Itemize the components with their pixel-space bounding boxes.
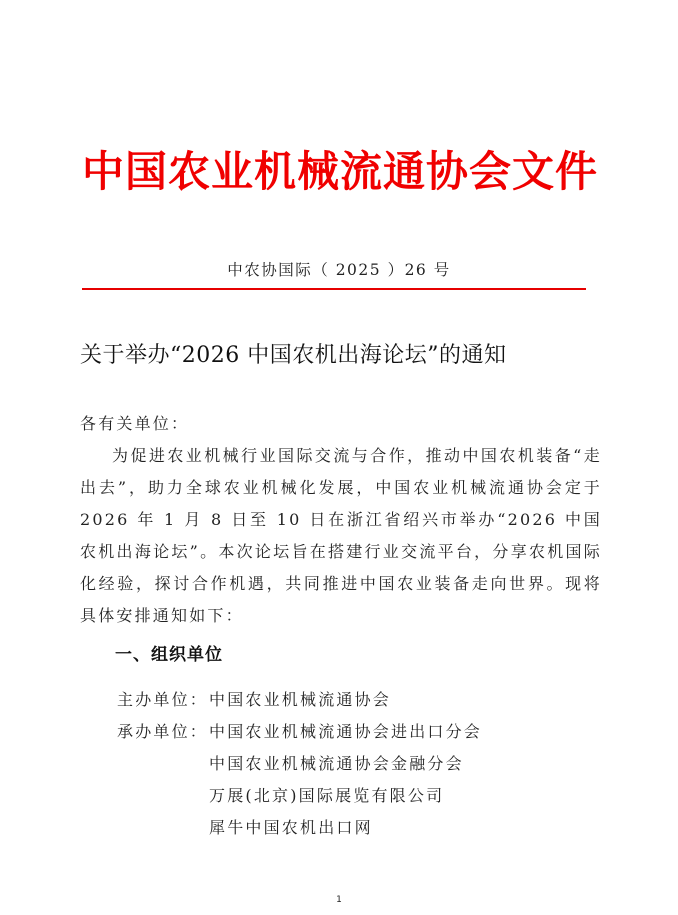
red-divider-line — [82, 288, 586, 290]
org-label — [117, 748, 209, 780]
organizer-row-co-organizer — [117, 748, 482, 780]
organizer-list — [117, 684, 482, 844]
org-value: 中国农业机械流通协会进出口分会 — [209, 722, 483, 741]
section-heading-organizers: 一、组织单位 — [115, 645, 223, 665]
org-value: 犀牛中国农机出口网 — [209, 818, 373, 837]
organizer-row-co-organizer — [117, 780, 482, 812]
salutation: 各有关单位： — [80, 414, 190, 433]
organizer-row-co-organizer — [117, 812, 482, 844]
organizer-row-host — [117, 684, 482, 716]
notice-title: 关于举办“2026 中国农机出海论坛”的通知 — [80, 343, 507, 368]
org-label — [117, 812, 209, 844]
issuer-header-title: 中国农业机械流通协会文件 — [81, 147, 598, 196]
org-value: 中国农业机械流通协会 — [209, 690, 392, 709]
notice-body — [80, 408, 602, 632]
org-value: 万展(北京)国际展览有限公司 — [209, 786, 445, 805]
intro-paragraph: 为促进农业机械行业国际交流与合作，推动中国农机装备“走出去”，助力全球农业机械化发展，中国农业机械流通协会定于 2026 年 1 月 8 日至 10 日在浙江省绍兴市举办“2026 中国农机出海论坛”。本次论坛旨在搭建行业交流平台，分享农机国际化经验，探讨合作机遇，共同推进中国农业装备走向世界。现将具体安排通知如下： — [80, 446, 602, 625]
organizer-row-co-organizer — [117, 716, 482, 748]
page-number: 1 — [336, 895, 342, 905]
org-value: 中国农业机械流通协会金融分会 — [209, 754, 464, 773]
org-label: 承办单位： — [117, 722, 209, 741]
org-label: 主办单位： — [117, 690, 209, 709]
document-number: 中农协国际（ 2025 ）26 号 — [227, 261, 451, 279]
org-label — [117, 780, 209, 812]
